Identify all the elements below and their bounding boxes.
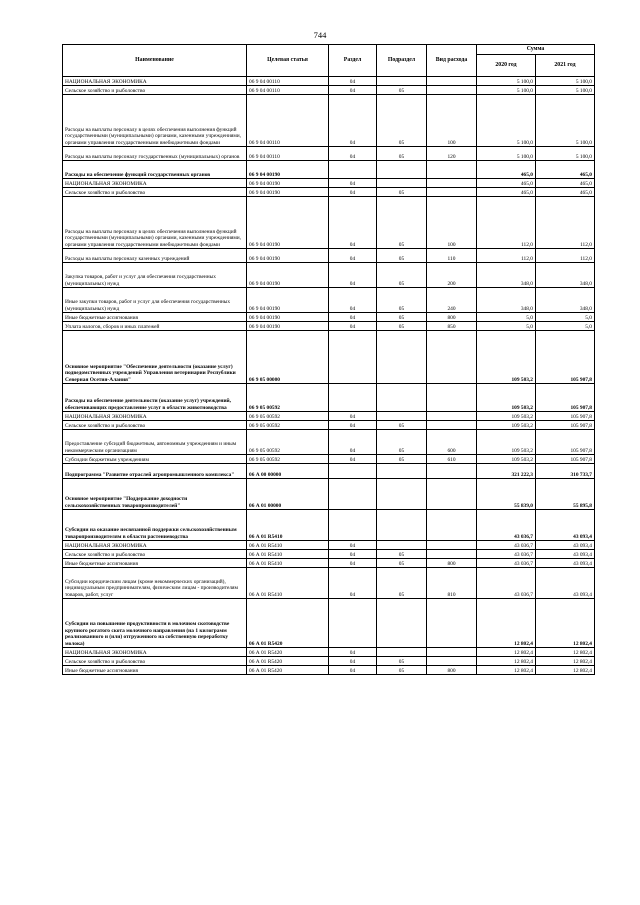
row-sum-2020-cell: 43 036,7 <box>477 568 536 599</box>
row-subsection-cell <box>377 599 427 648</box>
row-kind-cell <box>427 331 477 384</box>
row-kind-cell <box>427 412 477 421</box>
row-code-cell: 06 А 01 R5410 <box>247 568 329 599</box>
row-sum-2020-cell: 112,0 <box>477 197 536 249</box>
header-year-2020: 2020 год <box>477 55 536 77</box>
table-row <box>63 95 595 147</box>
row-subsection-cell <box>377 510 427 541</box>
row-sum-2021-cell: 5,0 <box>536 322 595 331</box>
row-code-cell: 06 9 05 00000 <box>247 331 329 384</box>
header-code: Целевая статья <box>247 45 329 77</box>
row-name-cell: НАЦИОНАЛЬНАЯ ЭКОНОМИКА <box>63 541 247 550</box>
table-row <box>63 188 595 197</box>
row-name-cell: Предоставление субсидий бюджетным, автономным учреждениям и иным некоммерческим организациям <box>63 430 247 455</box>
row-subsection-cell: 05 <box>377 657 427 666</box>
row-section-cell: 04 <box>329 77 377 86</box>
row-code-cell: 06 9 04 00190 <box>247 179 329 188</box>
row-subsection-cell: 05 <box>377 95 427 147</box>
row-name-cell: Сельское хозяйство и рыболовство <box>63 657 247 666</box>
row-section-cell <box>329 510 377 541</box>
row-sum-2021-cell: 43 093,4 <box>536 510 595 541</box>
row-name-cell: Иные бюджетные ассигнования <box>63 313 247 322</box>
row-kind-cell: 800 <box>427 559 477 568</box>
table-row <box>63 384 595 412</box>
table-row <box>63 179 595 188</box>
row-subsection-cell <box>377 648 427 657</box>
row-code-cell: 06 9 04 00190 <box>247 249 329 263</box>
row-code-cell: 06 9 04 00110 <box>247 95 329 147</box>
row-name-cell: Сельское хозяйство и рыболовство <box>63 421 247 430</box>
table-row <box>63 541 595 550</box>
table-row <box>63 86 595 95</box>
header-name: Наименование <box>63 45 247 77</box>
row-subsection-cell: 05 <box>377 430 427 455</box>
row-name-cell: Сельское хозяйство и рыболовство <box>63 86 247 95</box>
row-name-cell: НАЦИОНАЛЬНАЯ ЭКОНОМИКА <box>63 412 247 421</box>
row-kind-cell: 800 <box>427 666 477 675</box>
table-row <box>63 77 595 86</box>
row-name-cell: НАЦИОНАЛЬНАЯ ЭКОНОМИКА <box>63 179 247 188</box>
row-sum-2021-cell: 105 907,8 <box>536 331 595 384</box>
row-kind-cell <box>427 179 477 188</box>
row-section-cell: 04 <box>329 95 377 147</box>
row-sum-2021-cell: 12 802,4 <box>536 648 595 657</box>
row-code-cell: 06 А 01 R5410 <box>247 550 329 559</box>
row-kind-cell: 610 <box>427 455 477 464</box>
table-row <box>63 161 595 179</box>
row-sum-2020-cell: 348,0 <box>477 288 536 313</box>
table-row <box>63 197 595 249</box>
row-name-cell: Иные закупки товаров, работ и услуг для обеспечения государственных (муниципальных) нужд <box>63 288 247 313</box>
row-code-cell: 06 9 04 00110 <box>247 86 329 95</box>
row-sum-2020-cell: 112,0 <box>477 249 536 263</box>
row-subsection-cell <box>377 464 427 479</box>
table-row <box>63 657 595 666</box>
row-subsection-cell: 05 <box>377 568 427 599</box>
row-section-cell: 04 <box>329 455 377 464</box>
row-sum-2021-cell: 5 100,0 <box>536 147 595 161</box>
row-kind-cell <box>427 657 477 666</box>
row-sum-2021-cell: 112,0 <box>536 249 595 263</box>
row-kind-cell: 200 <box>427 263 477 288</box>
row-sum-2021-cell: 105 907,8 <box>536 455 595 464</box>
row-section-cell: 04 <box>329 179 377 188</box>
row-sum-2021-cell: 112,0 <box>536 197 595 249</box>
row-section-cell: 04 <box>329 86 377 95</box>
row-kind-cell <box>427 77 477 86</box>
row-kind-cell: 100 <box>427 95 477 147</box>
row-section-cell: 04 <box>329 559 377 568</box>
row-sum-2020-cell: 109 503,2 <box>477 331 536 384</box>
row-subsection-cell: 05 <box>377 249 427 263</box>
row-section-cell: 04 <box>329 541 377 550</box>
row-section-cell <box>329 331 377 384</box>
row-section-cell: 04 <box>329 263 377 288</box>
row-section-cell <box>329 599 377 648</box>
row-code-cell: 06 9 04 00190 <box>247 161 329 179</box>
row-sum-2020-cell: 5 100,0 <box>477 86 536 95</box>
row-kind-cell: 100 <box>427 197 477 249</box>
row-subsection-cell: 05 <box>377 322 427 331</box>
table-row <box>63 666 595 675</box>
table-header <box>63 45 595 77</box>
row-name-cell: Расходы на обеспечение функций государственных органов <box>63 161 247 179</box>
row-name-cell: Расходы на выплаты персоналу государственных (муниципальных) органов <box>63 147 247 161</box>
row-code-cell: 06 А 01 R5420 <box>247 648 329 657</box>
row-kind-cell <box>427 86 477 95</box>
table-row <box>63 249 595 263</box>
row-subsection-cell: 05 <box>377 559 427 568</box>
row-sum-2021-cell: 105 907,8 <box>536 412 595 421</box>
table-row <box>63 599 595 648</box>
row-subsection-cell <box>377 179 427 188</box>
table-row <box>63 510 595 541</box>
row-kind-cell <box>427 464 477 479</box>
row-section-cell: 04 <box>329 412 377 421</box>
row-section-cell <box>329 161 377 179</box>
row-section-cell: 04 <box>329 313 377 322</box>
row-name-cell: Закупка товаров, работ и услуг для обеспечения государственных (муниципальных) нужд <box>63 263 247 288</box>
row-kind-cell: 240 <box>427 288 477 313</box>
row-sum-2020-cell: 321 222,3 <box>477 464 536 479</box>
row-sum-2021-cell: 105 907,8 <box>536 421 595 430</box>
row-subsection-cell: 05 <box>377 421 427 430</box>
row-sum-2020-cell: 348,0 <box>477 263 536 288</box>
row-code-cell: 06 А 01 R5410 <box>247 559 329 568</box>
row-subsection-cell: 05 <box>377 188 427 197</box>
row-name-cell: НАЦИОНАЛЬНАЯ ЭКОНОМИКА <box>63 648 247 657</box>
row-subsection-cell <box>377 541 427 550</box>
row-code-cell: 06 9 05 00592 <box>247 455 329 464</box>
row-kind-cell <box>427 384 477 412</box>
row-sum-2021-cell: 5 100,0 <box>536 95 595 147</box>
row-kind-cell: 120 <box>427 147 477 161</box>
row-section-cell: 04 <box>329 288 377 313</box>
row-sum-2021-cell: 12 802,4 <box>536 599 595 648</box>
table-row <box>63 331 595 384</box>
row-section-cell: 04 <box>329 568 377 599</box>
table-row <box>63 559 595 568</box>
row-section-cell: 04 <box>329 322 377 331</box>
row-kind-cell: 600 <box>427 430 477 455</box>
row-code-cell: 06 9 04 00110 <box>247 77 329 86</box>
table-body <box>63 77 595 675</box>
table-row <box>63 464 595 479</box>
row-sum-2020-cell: 5 100,0 <box>477 77 536 86</box>
table-row <box>63 288 595 313</box>
row-section-cell: 04 <box>329 188 377 197</box>
row-sum-2020-cell: 109 503,2 <box>477 455 536 464</box>
header-subsection: Подраздел <box>377 45 427 77</box>
row-sum-2020-cell: 43 036,7 <box>477 510 536 541</box>
header-kind: Вид расхода <box>427 45 477 77</box>
row-subsection-cell <box>377 384 427 412</box>
row-section-cell: 04 <box>329 249 377 263</box>
header-section: Раздел <box>329 45 377 77</box>
row-name-cell: Субсидии на повышение продуктивности в молочном скотоводстве крупного рогатого скота молочного направления (на 1 килограмм реализованного и (или) отгруженного на собственную переработку молока) <box>63 599 247 648</box>
row-section-cell <box>329 464 377 479</box>
row-sum-2020-cell: 12 802,4 <box>477 666 536 675</box>
row-kind-cell <box>427 541 477 550</box>
row-sum-2020-cell: 109 503,2 <box>477 430 536 455</box>
row-subsection-cell <box>377 161 427 179</box>
row-kind-cell <box>427 161 477 179</box>
table-row <box>63 421 595 430</box>
row-kind-cell <box>427 648 477 657</box>
row-code-cell: 06 9 05 00592 <box>247 430 329 455</box>
row-code-cell: 06 9 04 00190 <box>247 197 329 249</box>
budget-table <box>62 44 595 675</box>
row-name-cell: Сельское хозяйство и рыболовство <box>63 188 247 197</box>
row-name-cell: Уплата налогов, сборов и иных платежей <box>63 322 247 331</box>
row-sum-2021-cell: 43 093,4 <box>536 559 595 568</box>
row-sum-2021-cell: 55 895,8 <box>536 479 595 510</box>
row-sum-2020-cell: 465,0 <box>477 161 536 179</box>
table-row <box>63 648 595 657</box>
row-sum-2020-cell: 5 100,0 <box>477 147 536 161</box>
row-subsection-cell: 05 <box>377 263 427 288</box>
row-kind-cell: 810 <box>427 568 477 599</box>
row-sum-2021-cell: 310 733,7 <box>536 464 595 479</box>
row-name-cell: Субсидии на оказание несвязанной поддержки сельскохозяйственным товаропроизводителям в области растениеводства <box>63 510 247 541</box>
row-sum-2021-cell: 43 093,4 <box>536 568 595 599</box>
table-row <box>63 568 595 599</box>
table-row <box>63 322 595 331</box>
header-year-2021: 2021 год <box>536 55 595 77</box>
row-section-cell: 04 <box>329 666 377 675</box>
row-name-cell: НАЦИОНАЛЬНАЯ ЭКОНОМИКА <box>63 77 247 86</box>
row-sum-2021-cell: 465,0 <box>536 179 595 188</box>
row-sum-2020-cell: 43 036,7 <box>477 550 536 559</box>
row-subsection-cell: 05 <box>377 288 427 313</box>
page-number: 744 <box>313 30 327 40</box>
row-subsection-cell: 05 <box>377 86 427 95</box>
row-sum-2021-cell: 105 907,8 <box>536 384 595 412</box>
row-kind-cell: 110 <box>427 249 477 263</box>
row-kind-cell <box>427 421 477 430</box>
row-sum-2021-cell: 105 907,8 <box>536 430 595 455</box>
row-subsection-cell: 05 <box>377 455 427 464</box>
row-sum-2020-cell: 5,0 <box>477 313 536 322</box>
row-subsection-cell: 05 <box>377 550 427 559</box>
row-section-cell: 04 <box>329 657 377 666</box>
row-sum-2020-cell: 5 100,0 <box>477 95 536 147</box>
row-code-cell: 06 А 01 00000 <box>247 479 329 510</box>
row-subsection-cell <box>377 77 427 86</box>
row-subsection-cell: 05 <box>377 147 427 161</box>
row-subsection-cell <box>377 479 427 510</box>
row-kind-cell <box>427 599 477 648</box>
row-name-cell: Основное мероприятие "Обеспечение деятельности (оказание услуг) подведомственных учреждений Управления ветеринарии Республики Северная Осетия-Алания" <box>63 331 247 384</box>
row-section-cell: 04 <box>329 197 377 249</box>
row-sum-2020-cell: 109 503,2 <box>477 421 536 430</box>
row-code-cell: 06 9 05 00592 <box>247 412 329 421</box>
row-kind-cell <box>427 550 477 559</box>
row-subsection-cell <box>377 331 427 384</box>
table-row <box>63 147 595 161</box>
table-row <box>63 479 595 510</box>
row-code-cell: 06 А 01 R5420 <box>247 599 329 648</box>
row-code-cell: 06 9 04 00190 <box>247 263 329 288</box>
row-code-cell: 06 А 01 R5410 <box>247 510 329 541</box>
row-sum-2021-cell: 465,0 <box>536 161 595 179</box>
row-name-cell: Подпрограмма "Развитие отраслей агропромышленного комплекса" <box>63 464 247 479</box>
row-section-cell: 04 <box>329 147 377 161</box>
row-sum-2021-cell: 5,0 <box>536 313 595 322</box>
row-sum-2021-cell: 5 100,0 <box>536 86 595 95</box>
row-kind-cell: 850 <box>427 322 477 331</box>
row-sum-2020-cell: 12 802,4 <box>477 657 536 666</box>
row-sum-2021-cell: 348,0 <box>536 263 595 288</box>
row-section-cell <box>329 384 377 412</box>
row-sum-2021-cell: 12 802,4 <box>536 666 595 675</box>
table-row <box>63 412 595 421</box>
table-row <box>63 430 595 455</box>
table-row <box>63 550 595 559</box>
row-subsection-cell: 05 <box>377 313 427 322</box>
row-code-cell: 06 9 04 00190 <box>247 288 329 313</box>
row-code-cell: 06 А 00 00000 <box>247 464 329 479</box>
row-code-cell: 06 А 01 R5420 <box>247 666 329 675</box>
row-code-cell: 06 9 04 00190 <box>247 313 329 322</box>
table-row <box>63 313 595 322</box>
row-sum-2020-cell: 55 839,0 <box>477 479 536 510</box>
row-code-cell: 06 9 04 00190 <box>247 188 329 197</box>
row-sum-2021-cell: 12 802,4 <box>536 657 595 666</box>
row-sum-2020-cell: 465,0 <box>477 188 536 197</box>
row-name-cell: Расходы на выплаты персоналу в целях обеспечения выполнения функций государственными (муниципальными) органами, казенными учреждениями, органами управления государственными внебюджетными фондами <box>63 197 247 249</box>
row-code-cell: 06 А 01 R5420 <box>247 657 329 666</box>
row-name-cell: Субсидии бюджетным учреждениям <box>63 455 247 464</box>
row-sum-2020-cell: 109 503,2 <box>477 412 536 421</box>
row-name-cell: Субсидии юридическим лицам (кроме некоммерческих организаций), индивидуальным предпринимателям, физическим лицам - производителям товаров, работ, услуг <box>63 568 247 599</box>
row-section-cell <box>329 479 377 510</box>
row-code-cell: 06 9 05 00592 <box>247 421 329 430</box>
row-kind-cell: 800 <box>427 313 477 322</box>
row-sum-2020-cell: 465,0 <box>477 179 536 188</box>
table-row <box>63 455 595 464</box>
row-sum-2020-cell: 109 503,2 <box>477 384 536 412</box>
row-subsection-cell: 05 <box>377 197 427 249</box>
row-sum-2021-cell: 348,0 <box>536 288 595 313</box>
row-code-cell: 06 А 01 R5410 <box>247 541 329 550</box>
row-name-cell: Расходы на обеспечение деятельности (оказание услуг) учреждений, обеспечивающих предоставление услуг в области животноводства <box>63 384 247 412</box>
row-kind-cell <box>427 188 477 197</box>
row-name-cell: Основное мероприятие "Поддержание доходности сельскохозяйственных товаропроизводителей" <box>63 479 247 510</box>
row-name-cell: Расходы на выплаты персоналу в целях обеспечения выполнения функций государственными (муниципальными) органами, казенными учреждениями, органами управления государственными внебюджетными фондами <box>63 95 247 147</box>
row-subsection-cell <box>377 412 427 421</box>
row-code-cell: 06 9 04 00190 <box>247 322 329 331</box>
row-name-cell: Сельское хозяйство и рыболовство <box>63 550 247 559</box>
row-code-cell: 06 9 04 00110 <box>247 147 329 161</box>
row-section-cell: 04 <box>329 550 377 559</box>
row-sum-2020-cell: 12 802,4 <box>477 648 536 657</box>
row-sum-2021-cell: 43 093,4 <box>536 541 595 550</box>
table-row <box>63 263 595 288</box>
row-sum-2020-cell: 5,0 <box>477 322 536 331</box>
row-section-cell: 04 <box>329 421 377 430</box>
row-section-cell: 04 <box>329 648 377 657</box>
row-code-cell: 06 9 05 00592 <box>247 384 329 412</box>
row-sum-2021-cell: 43 093,4 <box>536 550 595 559</box>
row-kind-cell <box>427 510 477 541</box>
row-sum-2021-cell: 465,0 <box>536 188 595 197</box>
row-sum-2020-cell: 43 036,7 <box>477 541 536 550</box>
row-sum-2020-cell: 43 036,7 <box>477 559 536 568</box>
row-section-cell: 04 <box>329 430 377 455</box>
row-kind-cell <box>427 479 477 510</box>
row-name-cell: Иные бюджетные ассигнования <box>63 559 247 568</box>
row-sum-2021-cell: 5 100,0 <box>536 77 595 86</box>
row-subsection-cell: 05 <box>377 666 427 675</box>
row-name-cell: Расходы на выплаты персоналу казенных учреждений <box>63 249 247 263</box>
row-name-cell: Иные бюджетные ассигнования <box>63 666 247 675</box>
row-sum-2020-cell: 12 802,4 <box>477 599 536 648</box>
header-sum: Сумма <box>477 45 595 55</box>
